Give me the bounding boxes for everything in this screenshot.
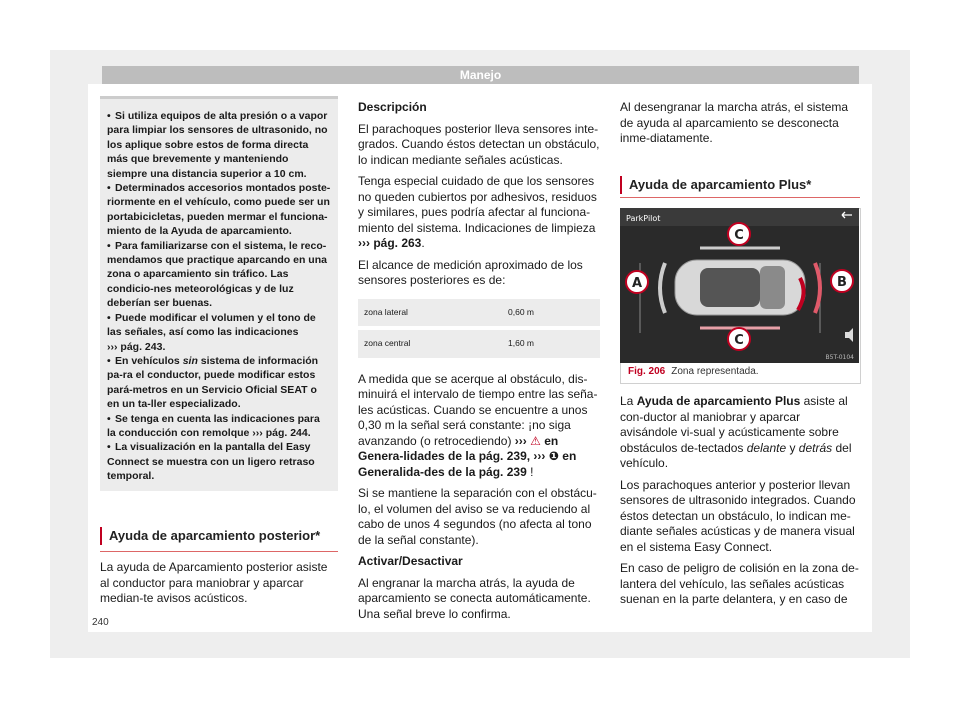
info-icon: ❶ (548, 449, 559, 463)
label-c-top (728, 223, 750, 245)
svg-text:C: C (734, 333, 744, 348)
column-3-body: La Ayuda de aparcamiento Plus asiste al con-ductor al maniobrar y aparcar avisándole vi-sual y acústicamente sobre obstáculos de-tectados delante y detrás del vehículo. Los parachoques anterior y posterior llevan sensores de ultrasonido integrados. Cuando éstos detectan un obstáculo, lo indican me-diante señales acústicas y de manera visual en el sistema Easy Connect. En caso de peligro de colisión en la zona de-lantera del vehículo, las señales acústicas suenan en la parte delantera, y en caso de (620, 394, 859, 606)
svg-text:A: A (631, 276, 643, 291)
table-row: zona lateral 0,60 m (358, 299, 600, 327)
svg-text:C: C (734, 228, 744, 243)
page-reference-link[interactable]: ››› pág. 243 (107, 340, 163, 353)
figure-caption: Fig. 206 Zona representada. (628, 366, 759, 377)
note-item: • Se tenga en cuenta las indicaciones para la conducción con remolque ››› pág. 244. (107, 412, 320, 439)
table-row: zona central 1,60 m (358, 330, 600, 358)
bullet-icon: • (107, 239, 111, 252)
bullet-icon: • (107, 311, 111, 324)
bullet-icon: • (107, 354, 111, 367)
heading-underline (620, 197, 860, 198)
heading-underline (100, 551, 338, 552)
bullet-icon: • (107, 412, 111, 425)
note-item: • En vehículos sin sistema de información pa-ra el conductor, puede modificar estos pará-metros en un Servicio Oficial SEAT o en un ta-ller especializado. (107, 354, 319, 411)
note-item: • Puede modificar el volumen y el tono de las señales, así como las indicaciones ››› pág. 243. (107, 311, 316, 353)
label-b (831, 270, 853, 292)
range-table (358, 295, 600, 362)
label-c-bottom (728, 328, 750, 350)
bullet-icon: • (107, 182, 111, 195)
parkpilot-illustration (620, 208, 859, 363)
heading-descripcion: Descripción (358, 100, 427, 114)
page-reference-link[interactable]: en Genera-lidades de la pág. 239, (358, 433, 559, 463)
page-reference-link[interactable]: en Generalida-des de la pág. 239 (358, 449, 577, 479)
parkpilot-screen (620, 208, 859, 363)
note-item: • La visualización en la pantalla del Easy Connect se muestra con un ligero retraso temporal. (107, 441, 315, 483)
chapter-header: Manejo (102, 66, 859, 84)
column-1 (100, 96, 338, 491)
page-reference-link[interactable]: ››› pág. 263 (358, 236, 422, 250)
car-icon (675, 260, 805, 315)
note-item: • Determinados accesorios montados poste-riormente en el vehículo, como puede ser un portabicicletas, pueden mermar el funciona-miento de la Ayuda de aparcamiento. (107, 182, 331, 238)
svg-text:B: B (837, 275, 847, 290)
warning-icon: ⚠ (530, 433, 541, 448)
page-number: 240 (92, 617, 109, 628)
section-heading-rear: Ayuda de aparcamiento posterior* (100, 527, 338, 545)
note-item: • Si utiliza equipos de alta presión o a vapor para limpiar los sensores de ultrasonido, no los aplique sobre estos de forma directa más que brevemente y manteniendo siempre una distancia superior a 10 cm. (107, 110, 328, 180)
note-box (100, 96, 338, 491)
screen-title: ParkPilot (626, 214, 661, 223)
section-heading-plus: Ayuda de aparcamiento Plus* (620, 176, 860, 194)
column-3: Al desengranar la marcha atrás, el sistema de ayuda al aparcamiento se desconecta inme-diatamente. (620, 100, 849, 145)
page-reference-link[interactable]: ››› pág. 244 (252, 426, 308, 439)
section1-body: La ayuda de Aparcamiento posterior asiste al conductor para maniobrar y aparcar median-te avisos acústicos. (100, 560, 328, 605)
column-2: Descripción El parachoques posterior lleva sensores inte-grados. Cuando éstos detectan un obstáculo, lo indican mediante señales acústicas. Tenga especial cuidado de que los sensores no queden cubiertos por adhesivos, residuos y similares, pues podría afectar al funciona-miento del sistema. Indicaciones de limpieza ››› pág. 263. El alcance de medición aproximado de los sensores posteriores es de: zona lateral 0,60 m zona central 1,60 m A medida que se acerque al obstáculo, dis-minuirá el intervalo de tiempo entre las seña-les acústicas. Cuando se encuentre a unos 0,30 m la señal será constante: ¡no siga avanzando (o retrocediendo) ››› ⚠ en Genera-lidades de la pág. 239, ››› ❶ en Generalida-des de la pág. 239 ! Si se mantiene la separación con el obstácu-lo, el volumen del aviso se va reduciendo al cabo de unos 4 segundos (no afecta al tono de la señal constante). Activar/Desactivar Al engranar la marcha atrás, la ayuda de aparcamiento se conecta automáticamente. Una señal breve lo confirma. (358, 100, 600, 621)
figure-code: B5T-0104 (825, 354, 854, 361)
label-a (626, 271, 648, 293)
bullet-icon: • (107, 441, 111, 454)
note-item: • Para familiarizarse con el sistema, le reco-mendamos que practique aparcando en una zona o aparcamiento sin tráfico. Las condicio-nes meteorológicas y de luz deberían ser buenas. (107, 239, 327, 310)
heading-activar: Activar/Desactivar (358, 554, 463, 568)
bullet-icon: • (107, 110, 111, 122)
